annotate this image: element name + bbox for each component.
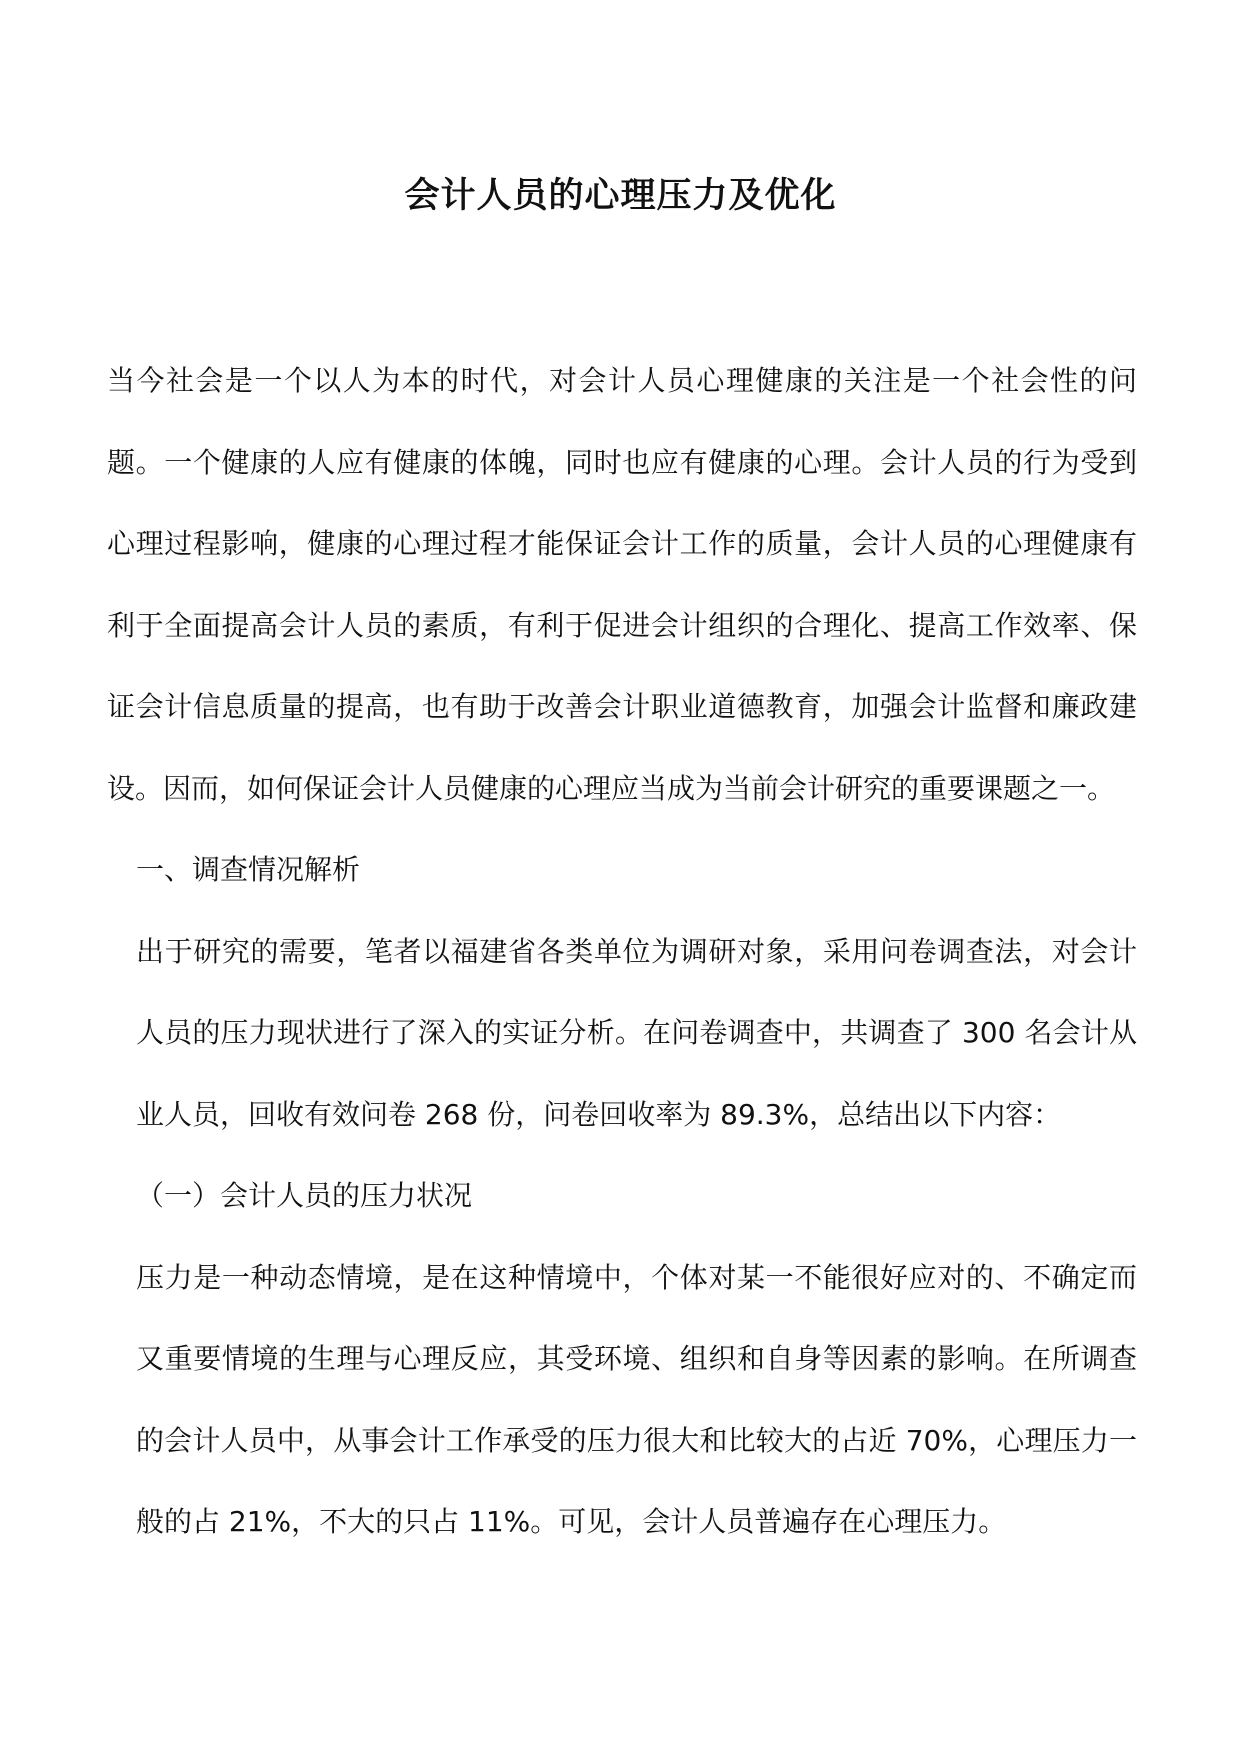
document-body [107, 340, 1137, 1563]
section-heading: 一、调查情况解析 [136, 853, 361, 886]
intro-paragraph: 当今社会是一个以人为本的时代，对会计人员心理健康的关注是一个社会性的问题。一个健康的人应有健康的体魄，同时也应有健康的心理。会计人员的行为受到心理过程影响，健康的心理过程才能保证会计工作的质量，会计人员的心理健康有利于全面提高会计人员的素质，有利于促进会计组织的合理化、提高工作效率、保证会计信息质量的提高，也有助于改善会计职业道德教育，加强会计监督和廉政建设。因而，如何保证会计人员健康的心理应当成为当前会计研究的重要课题之一。 [107, 364, 1137, 805]
document-title: 会计人员的心理压力及优化 [404, 175, 837, 217]
subsection-heading: （一）会计人员的压力状况 [136, 1179, 473, 1212]
survey-paragraph: 出于研究的需要，笔者以福建省各类单位为调研对象，采用问卷调查法，对会计人员的压力现状进行了深入的实证分析。在问卷调查中，共调查了 300 名会计从业人员，回收有效问卷 268 份，问卷回收率为 89.3%，总结出以下内容： [136, 934, 1137, 1131]
pressure-paragraph: 压力是一种动态情境，是在这种情境中，个体对某一不能很好应对的、不确定而又重要情境的生理与心理反应，其受环境、组织和自身等因素的影响。在所调查的会计人员中，从事会计工作承受的压力很大和比较大的占近 70%，心理压力一般的占 21%，不大的只占 11%。可见，会计人员普遍存在心理压力。 [136, 1260, 1137, 1538]
